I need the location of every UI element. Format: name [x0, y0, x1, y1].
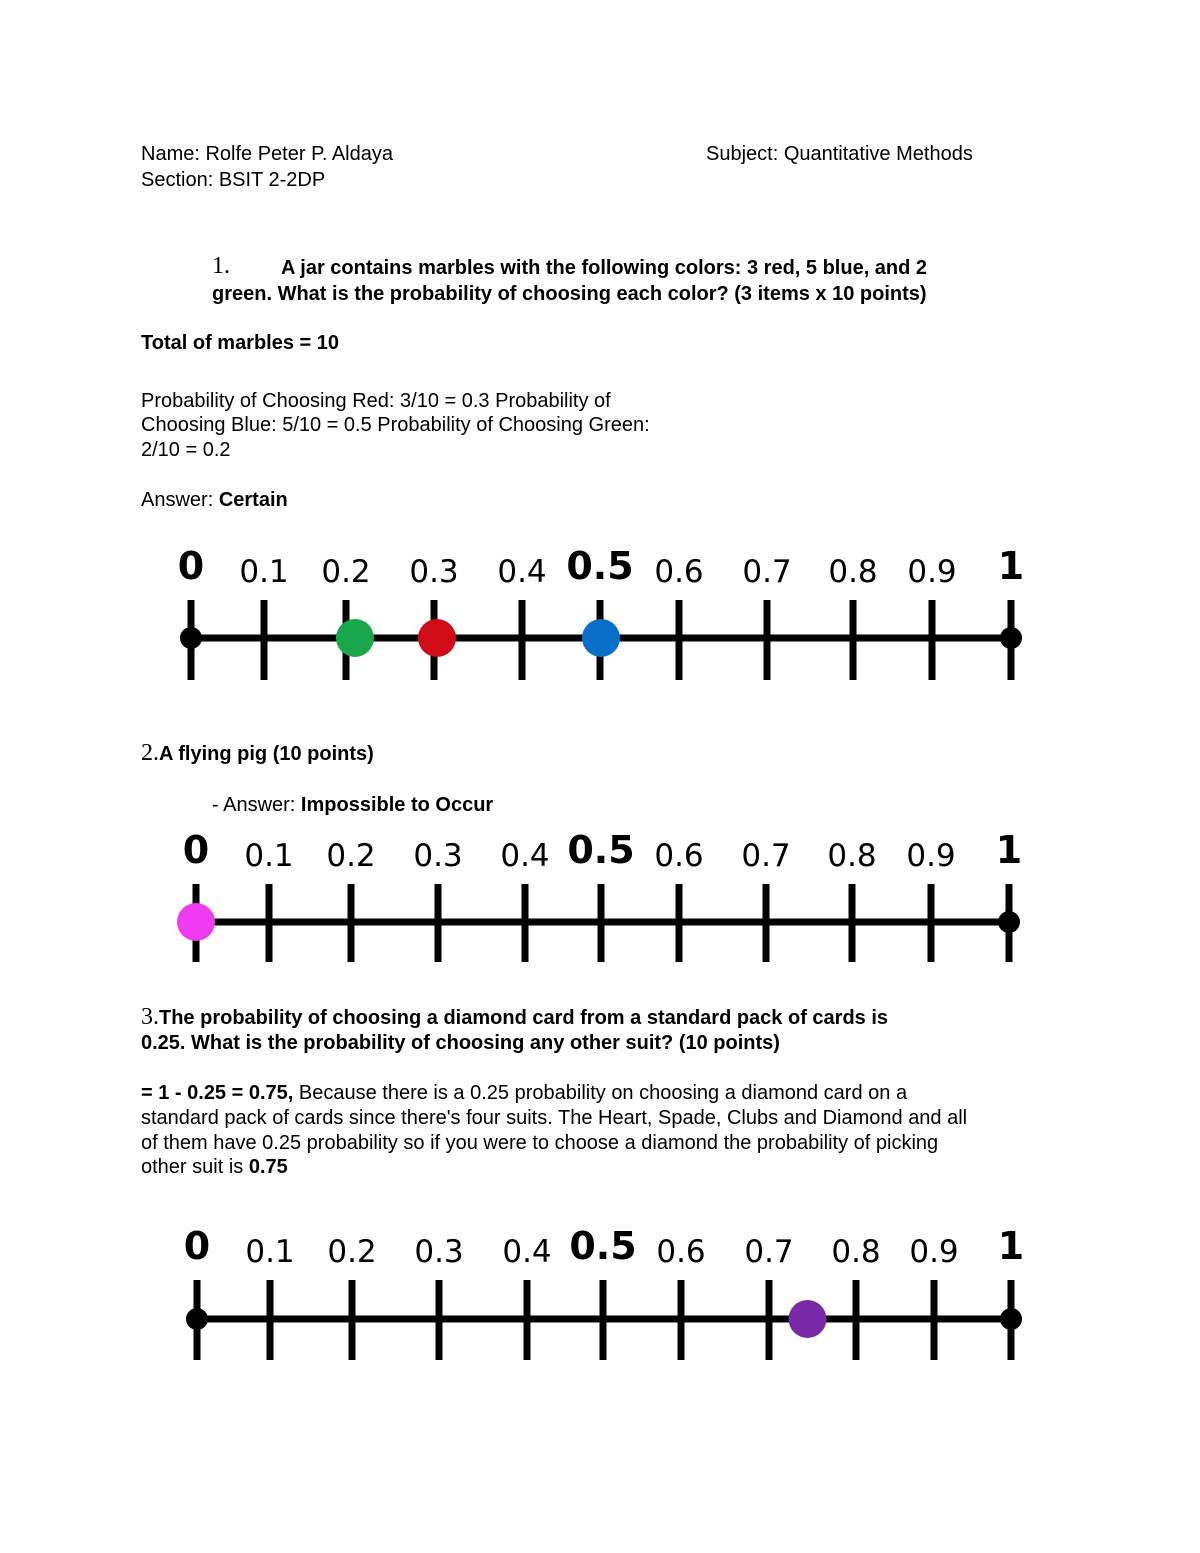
q1-question-line2: green. What is the probability of choosing each color? (3 items x 10 points) [212, 283, 927, 305]
q3-expl-line4 [141, 1155, 288, 1180]
q3-expl-text4: other suit is [141, 1156, 249, 1178]
marker-dot [177, 903, 215, 941]
tick-label: 0.1 [244, 838, 294, 874]
q1-work-line2: Choosing Blue: 5/10 = 0.5 Probability of Choosing Green: [141, 414, 650, 436]
end-dot [1000, 1308, 1022, 1330]
tick-label: 0.6 [656, 1234, 706, 1270]
q2-heading [141, 741, 374, 767]
q1-answer-label: Answer: [141, 489, 219, 511]
q1-number: 1. [212, 253, 230, 279]
q3-expl-line1 [141, 1081, 907, 1106]
name-line: Name: Rolfe Peter P. Aldaya [141, 143, 393, 165]
tick-label: 0.4 [497, 554, 547, 590]
q3-question-line1: The probability of choosing a diamond card from a standard pack of cards is [159, 1007, 889, 1029]
tick-label: 0.9 [907, 554, 957, 590]
tick-label: 0.5 [567, 828, 635, 872]
end-dot [998, 911, 1020, 933]
tick-label: 1 [995, 828, 1023, 872]
tick-label: 0 [177, 544, 205, 588]
end-dot [1000, 627, 1022, 649]
tick-label: 0.8 [827, 838, 877, 874]
q2-question: A flying pig (10 points) [159, 743, 374, 765]
q1-total: Total of marbles = 10 [141, 332, 340, 354]
marker-dot [582, 619, 620, 657]
end-dot [185, 911, 207, 933]
tick-label: 0.9 [906, 838, 956, 874]
q2-answer [212, 793, 493, 818]
tick-label: 0.7 [741, 838, 791, 874]
q2-number: 2. [141, 740, 159, 766]
tick-label: 0.3 [413, 838, 463, 874]
tick-label: 0.2 [321, 554, 371, 590]
tick-label: 0.1 [245, 1234, 295, 1270]
q1-question-line1: A jar contains marbles with the following colors: 3 red, 5 blue, and 2 [281, 257, 928, 279]
marker-dot [789, 1300, 827, 1338]
q3-number: 3. [141, 1004, 159, 1030]
q2-answer-label: - Answer: [212, 794, 301, 816]
tick-label: 0.4 [502, 1234, 552, 1270]
tick-label: 0.7 [742, 554, 792, 590]
tick-label: 0.9 [909, 1234, 959, 1270]
tick-label: 0.1 [239, 554, 289, 590]
q2-answer-value: Impossible to Occur [300, 794, 494, 816]
tick-label: 0.2 [327, 1234, 377, 1270]
q3-expl-line2: standard pack of cards since there's four suits. The Heart, Spade, Clubs and Diamond and all [141, 1107, 968, 1129]
tick-label: 0 [182, 828, 210, 872]
tick-label: 0.3 [414, 1234, 464, 1270]
tick-label: 0.3 [409, 554, 459, 590]
q1-work-line1: Probability of Choosing Red: 3/10 = 0.3 Probability of [141, 390, 611, 412]
q3-question-line2: 0.25. What is the probability of choosing any other suit? (10 points) [141, 1032, 780, 1054]
tick-label: 0.7 [744, 1234, 794, 1270]
marker-dot [418, 619, 456, 657]
end-dot [180, 627, 202, 649]
tick-label: 0.4 [500, 838, 550, 874]
subject-line: Subject: Quantitative Methods [706, 143, 973, 165]
tick-label: 0.2 [326, 838, 376, 874]
q1-answer-value: Certain [218, 489, 288, 511]
marker-dot [336, 619, 374, 657]
q1-work-line3: 2/10 = 0.2 [141, 439, 231, 461]
tick-label: 0 [183, 1224, 211, 1268]
q1-answer [141, 488, 288, 513]
q3-expl-line3: of them have 0.25 probability so if you were to choose a diamond the probability of picking [141, 1132, 939, 1154]
q3-expl-text1: Because there is a 0.25 probability on choosing a diamond card on a [293, 1082, 908, 1104]
tick-label: 0.5 [566, 544, 634, 588]
section-line: Section: BSIT 2-2DP [141, 169, 326, 191]
tick-label: 0.6 [654, 838, 704, 874]
tick-label: 0.6 [654, 554, 704, 590]
q3-heading-line1 [141, 1005, 888, 1031]
tick-label: 1 [997, 1224, 1025, 1268]
tick-label: 0.8 [831, 1234, 881, 1270]
tick-label: 0.5 [569, 1224, 637, 1268]
q3-expl-bold: 0.75 [248, 1156, 288, 1178]
end-dot [186, 1308, 208, 1330]
tick-label: 1 [997, 544, 1025, 588]
tick-label: 0.8 [828, 554, 878, 590]
q3-calc: = 1 - 0.25 = 0.75, [141, 1082, 294, 1104]
